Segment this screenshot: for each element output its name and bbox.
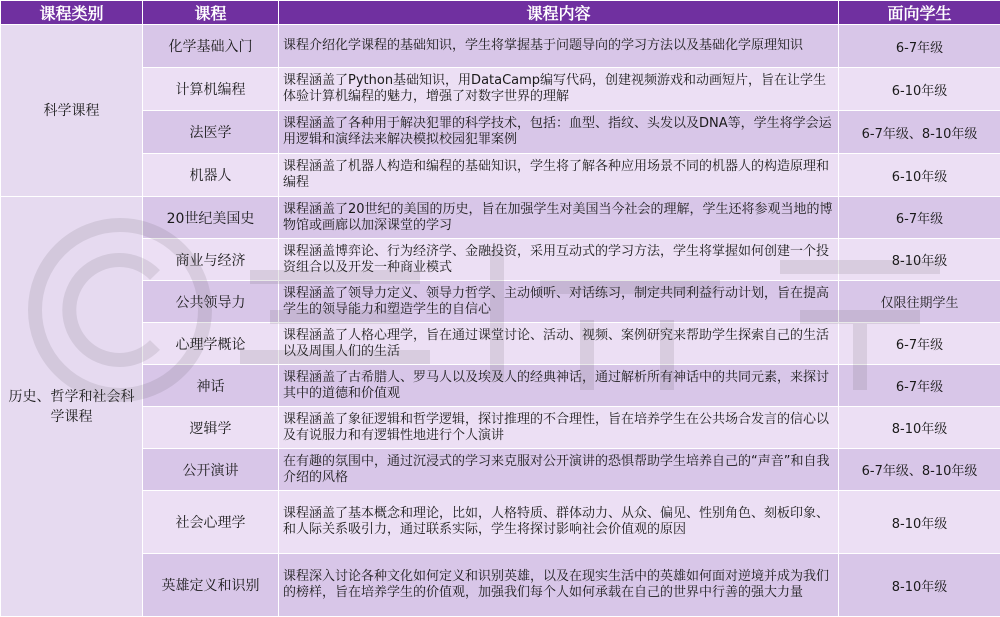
course-grade: 6-7年级、8-10年级: [839, 449, 1000, 491]
header-row: [1, 1, 1000, 25]
category-humanities: 历史、哲学和社会科学课程: [1, 197, 143, 617]
course-name: 公共领导力: [143, 281, 279, 323]
course-content: 在有趣的氛围中，通过沉浸式的学习来克服对公开演讲的恐惧帮助学生培养自己的“声音”和自我介绍的风格: [279, 449, 839, 491]
table-row: [1, 239, 1000, 281]
table-row: [1, 281, 1000, 323]
course-grade: 6-7年级: [839, 25, 1000, 68]
course-content: 课程涵盖了20世纪的美国的历史，旨在加强学生对美国当今社会的理解，学生还将参观当地的博物馆或画廊以加深课堂的学习: [279, 197, 839, 239]
table-row: [1, 323, 1000, 365]
course-name: 心理学概论: [143, 323, 279, 365]
course-name: 神话: [143, 365, 279, 407]
course-name: 化学基础入门: [143, 25, 279, 68]
course-grade: 6-7年级: [839, 365, 1000, 407]
course-content: 课程涵盖博弈论、行为经济学、金融投资，采用互动式的学习方法，学生将掌握如何创建一个投资组合以及开发一种商业模式: [279, 239, 839, 281]
course-content: 课程涵盖了机器人构造和编程的基础知识，学生将了解各种应用场景不同的机器人的构造原理和编程: [279, 154, 839, 197]
table-row: [1, 365, 1000, 407]
course-content: 课程介绍化学课程的基础知识，学生将掌握基于问题导向的学习方法以及基础化学原理知识: [279, 25, 839, 68]
table-row: [1, 154, 1000, 197]
table-row: [1, 449, 1000, 491]
course-grade: 6-10年级: [839, 154, 1000, 197]
table-row: [1, 68, 1000, 111]
course-grade: 6-7年级: [839, 197, 1000, 239]
course-grade: 8-10年级: [839, 491, 1000, 554]
course-content: 课程涵盖了Python基础知识，用DataCamp编写代码，创建视频游戏和动画短片，旨在让学生体验计算机编程的魅力，增强了对数字世界的理解: [279, 68, 839, 111]
course-name: 法医学: [143, 111, 279, 154]
course-name: 英雄定义和识别: [143, 554, 279, 617]
course-grade: 8-10年级: [839, 407, 1000, 449]
course-content: 课程涵盖了象征逻辑和哲学逻辑，探讨推理的不合理性，旨在培养学生在公共场合发言的信心以及有说服力和有逻辑性地进行个人演讲: [279, 407, 839, 449]
course-content: 课程涵盖了领导力定义、领导力哲学、主动倾听、对话练习，制定共同利益行动计划，旨在提高学生的领导能力和塑造学生的自信心: [279, 281, 839, 323]
course-name: 公开演讲: [143, 449, 279, 491]
table-row: [1, 25, 1000, 68]
course-name: 逻辑学: [143, 407, 279, 449]
table-row: [1, 197, 1000, 239]
header-content: 课程内容: [279, 1, 839, 25]
course-name: 社会心理学: [143, 491, 279, 554]
course-grade: 仅限往期学生: [839, 281, 1000, 323]
table-row: [1, 111, 1000, 154]
course-content: 课程涵盖了各种用于解决犯罪的科学技术，包括：血型、指纹、头发以及DNA等，学生将学会运用逻辑和演绎法来解决模拟校园犯罪案例: [279, 111, 839, 154]
course-name: 机器人: [143, 154, 279, 197]
course-name: 商业与经济: [143, 239, 279, 281]
course-name: 20世纪美国史: [143, 197, 279, 239]
course-grade: 6-7年级: [839, 323, 1000, 365]
course-grade: 6-7年级、8-10年级: [839, 111, 1000, 154]
course-content: 课程涵盖了基本概念和理论，比如，人格特质、群体动力、从众、偏见、性别角色、刻板印象、和人际关系吸引力，通过联系实际，学生将探讨影响社会价值观的原因: [279, 491, 839, 554]
table-row: [1, 491, 1000, 554]
course-grade: 6-10年级: [839, 68, 1000, 111]
course-content: 课程深入讨论各种文化如何定义和识别英雄，以及在现实生活中的英雄如何面对逆境并成为我们的榜样，旨在培养学生的价值观，加强我们每个人如何承载在自己的世界中行善的强大力量: [279, 554, 839, 617]
table-row: [1, 407, 1000, 449]
course-grade: 8-10年级: [839, 554, 1000, 617]
course-name: 计算机编程: [143, 68, 279, 111]
course-content: 课程涵盖了古希腊人、罗马人以及埃及人的经典神话，通过解析所有神话中的共同元素，来探讨其中的道德和价值观: [279, 365, 839, 407]
header-grade: 面向学生: [839, 1, 1000, 25]
course-content: 课程涵盖了人格心理学，旨在通过课堂讨论、活动、视频、案例研究来帮助学生探索自己的生活以及周围人们的生活: [279, 323, 839, 365]
category-science: 科学课程: [1, 25, 143, 197]
header-course: 课程: [143, 1, 279, 25]
header-category: 课程类别: [1, 1, 143, 25]
course-grade: 8-10年级: [839, 239, 1000, 281]
table-row: [1, 554, 1000, 617]
